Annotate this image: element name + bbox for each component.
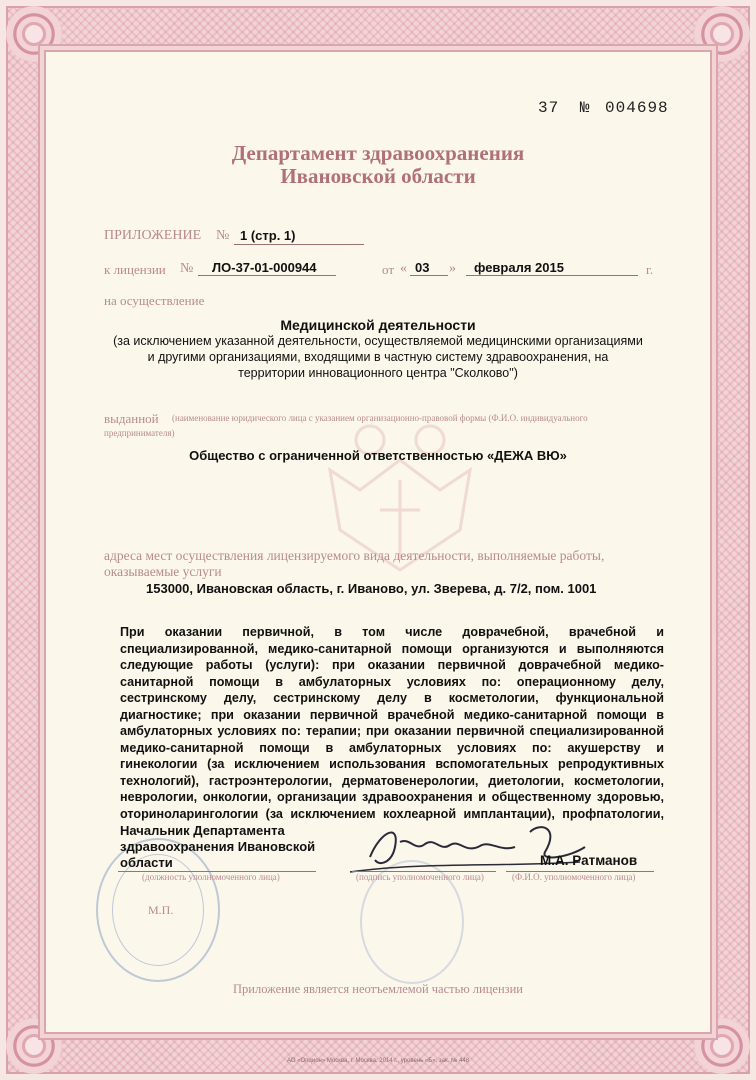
- serial-series: 37: [538, 99, 560, 117]
- issued-label: выданной: [104, 411, 159, 426]
- license-day: 03: [415, 260, 430, 275]
- services-line: медико-санитарной помощи в амбулаторных условиях по: акушерству и: [120, 740, 664, 755]
- services-line: сестринскому делу, сестринскому делу в косметологии, функциональной: [120, 691, 664, 705]
- services-line: диагностике; при оказании первичной врачебной медико-санитарной помощи в: [120, 707, 664, 722]
- license-year-suffix: г.: [646, 262, 654, 277]
- license-month-year: февраля 2015: [474, 260, 564, 275]
- quote-close: »: [449, 261, 456, 276]
- serial-number: 004698: [605, 99, 669, 117]
- address-value: 153000, Ивановская область, г. Иваново, ул. Зверева, д. 7/2, пом. 1001: [146, 581, 597, 596]
- license-label: к лицензии: [104, 262, 166, 277]
- services-text: [120, 624, 664, 822]
- footer-note: Приложение является неотъемлемой частью лицензии: [233, 982, 523, 996]
- signatory-position-line2: здравоохранения Ивановской: [120, 839, 316, 854]
- department-title-line1: Департамент здравоохранения: [231, 141, 525, 165]
- address-label-line1: адреса мест осуществления лицензируемого вида деятельности, выполняемые работы,: [104, 548, 605, 563]
- activity-line1: (за исключением указанной деятельности, осуществляемой медицинскими организациями: [113, 334, 643, 348]
- activity-label: на осуществление: [104, 293, 205, 308]
- appendix-value: 1 (стр. 1): [240, 228, 296, 243]
- quote-open: «: [400, 261, 407, 276]
- services-line: технологий), гастроэнтерологии, дерматовенерологии, диетологии, косметологии,: [120, 773, 664, 788]
- hint-position: (должность уполномоченного лица): [142, 872, 280, 882]
- issued-hint-line1: (наименование юридического лица с указанием организационно-правовой формы (Ф.И.О. индивидуального: [172, 413, 588, 423]
- issued-hint-line2: предпринимателя): [104, 428, 175, 438]
- eagle-watermark-icon: [300, 400, 500, 600]
- underline: [198, 275, 336, 276]
- activity-line2: и другими организациями, входящими в частную систему здравоохранения, на: [147, 350, 609, 364]
- appendix-label: ПРИЛОЖЕНИЕ: [104, 228, 202, 243]
- services-line: гинекологии (за исключением использования вспомогательных репродуктивных: [120, 757, 664, 771]
- serial-number-sign: №: [579, 99, 591, 117]
- services-line: неврологии, онкологии, организации здравоохранения и общественному здоровью,: [120, 790, 664, 804]
- signatory-position-line1: Начальник Департамента: [120, 823, 285, 838]
- signatory-position-line3: области: [120, 855, 173, 870]
- signatory-name: М.А. Ратманов: [540, 853, 638, 868]
- license-number-sign: №: [180, 261, 194, 276]
- printer-info: АО «Опцион» Москва, г. Москва, 2014 г., уровень «Б», зак. № 448: [286, 1058, 470, 1064]
- activity-title: Медицинской деятельности: [280, 317, 476, 333]
- services-line: амбулаторных условиях по: терапии; при оказании первичной специализированной: [120, 724, 664, 738]
- form-serial: [538, 99, 669, 117]
- department-title-line2: Ивановской области: [280, 164, 476, 188]
- stamp-place-label: М.П.: [148, 903, 174, 917]
- address-label-line2: оказываемые услуги: [104, 564, 222, 579]
- services-line: специализированной, медико-санитарной помощи организуются и выполняются: [120, 641, 664, 656]
- services-line: При оказании первичной, в том числе доврачебной, врачебной и: [120, 625, 664, 639]
- underline: [410, 275, 448, 276]
- hint-name: (Ф.И.О. уполномоченного лица): [512, 872, 636, 882]
- services-line: санитарной помощи в амбулаторных условиях по: операционному делу,: [120, 674, 664, 689]
- activity-line3: территории инновационного центра "Сколково"): [238, 366, 518, 380]
- hint-signature: (подпись уполномоченного лица): [356, 872, 484, 882]
- appendix-number-sign: №: [216, 228, 230, 243]
- issued-value: Общество с ограниченной ответственностью «ДЕЖА ВЮ»: [189, 448, 567, 463]
- license-from-label: от: [382, 262, 395, 277]
- underline: [234, 244, 364, 245]
- underline: [466, 275, 638, 276]
- license-number: ЛО-37-01-000944: [212, 260, 317, 275]
- services-line: следующие работы (услуги): при оказании первичной доврачебной медико-: [120, 658, 664, 672]
- services-line: оториноларингологии (за исключением кохлеарной имплантации), профпатологии,: [120, 806, 664, 821]
